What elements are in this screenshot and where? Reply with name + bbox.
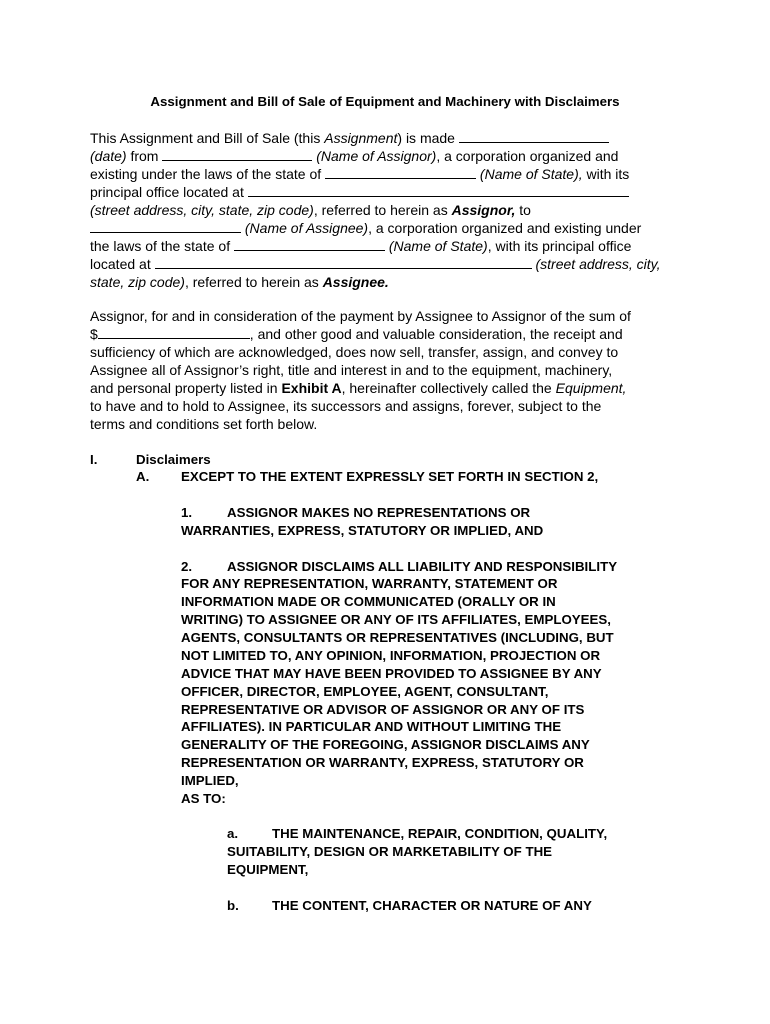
equipment-defined-term: Equipment, [555,380,627,396]
intro-term-assignment: Assignment [324,130,398,146]
assignor-state-blank[interactable] [325,165,476,179]
subitem-letter: b. [227,898,239,913]
intro-line [90,129,682,147]
intro-line [90,165,682,183]
item-number: 1. [181,505,193,520]
assignor-address-hint: (street address, city, state, zip code) [90,202,314,218]
item-line: IMPLIED, [181,773,239,788]
intro-line [90,183,682,201]
consideration-line [90,379,682,397]
assignee-state-blank[interactable] [234,237,385,251]
consideration-line: sufficiency of which are acknowledged, does now sell, transfer, assign, and convey to [90,344,619,360]
consideration-line: Assignor, for and in consideration of the payment by Assignee to Assignor of the sum of [90,308,631,324]
intro-paragraph [90,129,682,291]
section-heading: Disclaimers [136,452,211,467]
assignee-address-blank[interactable] [155,255,532,269]
intro-text: , with its principal office [487,238,632,254]
subitem-line: THE MAINTENANCE, REPAIR, CONDITION, QUALITY, [272,826,608,841]
consideration-line: terms and conditions set forth below. [90,416,318,432]
item-line: WRITING) TO ASSIGNEE OR ANY OF ITS AFFILIATES, EMPLOYEES, [181,612,611,627]
intro-text: , a corporation organized and [436,148,619,164]
intro-text: ) is made [397,130,459,146]
date-hint: (date) [90,148,127,164]
intro-line [90,273,682,291]
item-line: WARRANTIES, EXPRESS, STATUTORY OR IMPLIED, AND [181,523,544,538]
subitem-line: THE CONTENT, CHARACTER OR NATURE OF ANY [272,898,592,913]
item-line: INFORMATION MADE OR COMMUNICATED (ORALLY OR IN [181,594,556,609]
item-line: FOR ANY REPRESENTATION, WARRANTY, STATEMENT OR [181,576,558,591]
subitem-line: SUITABILITY, DESIGN OR MARKETABILITY OF THE [227,844,553,859]
assignee-address-hint: state, zip code) [90,274,185,290]
item-line: REPRESENTATION OR WARRANTY, EXPRESS, STATUTORY OR [181,755,584,770]
item-line: GENERALITY OF THE FOREGOING, ASSIGNOR DISCLAIMS ANY [181,737,590,752]
subsection-text: EXCEPT TO THE EXTENT EXPRESSLY SET FORTH IN SECTION 2, [181,469,599,484]
intro-text: located at [90,256,155,272]
assignor-address-blank[interactable] [248,183,629,197]
assignee-address-hint: (street address, city, [531,256,661,272]
intro-text: This Assignment and Bill of Sale (this [90,130,325,146]
assignor-name-blank[interactable] [162,147,312,161]
dollar-sign: $ [90,326,98,342]
intro-text: to [515,202,531,218]
item-line: AS TO: [181,791,226,806]
assignor-state-hint: (Name of State), [476,166,583,182]
consideration-line [90,325,682,343]
intro-text: with its [582,166,630,182]
item-line: NOT LIMITED TO, ANY OPINION, INFORMATION, PROJECTION OR [181,648,601,663]
assignee-name-blank[interactable] [90,219,241,233]
assignee-name-hint: (Name of Assignee) [241,220,369,236]
consideration-paragraph [90,307,682,433]
item-line: ADVICE THAT MAY HAVE BEEN PROVIDED TO ASSIGNEE BY ANY [181,666,602,681]
intro-line [90,255,682,273]
item-line: OFFICER, DIRECTOR, EMPLOYEE, AGENT, CONSULTANT, [181,684,549,699]
assignee-state-hint: (Name of State) [384,238,488,254]
item-line: AGENTS, CONSULTANTS OR REPRESENTATIVES (INCLUDING, BUT [181,630,614,645]
exhibit-reference: Exhibit A [281,380,342,396]
item-line: ASSIGNOR DISCLAIMS ALL LIABILITY AND RESPONSIBILITY [227,559,618,574]
consideration-line: Assignee all of Assignor’s right, title and interest in and to the equipment, machinery, [90,362,613,378]
assignor-defined-term: Assignor, [451,202,516,218]
item-number: 2. [181,559,193,574]
consideration-text: , hereinafter collectively called the [341,380,556,396]
intro-text: , referred to herein as [184,274,323,290]
intro-text: the laws of the state of [90,238,234,254]
subitem-line: EQUIPMENT, [227,862,309,877]
intro-text: existing under the laws of the state of [90,166,326,182]
intro-text: from [126,148,163,164]
consideration-text: , and other good and valuable consideration, the receipt and [249,326,623,342]
intro-line [90,237,682,255]
section-number: I. [90,452,98,467]
date-blank[interactable] [459,129,609,143]
document-title: Assignment and Bill of Sale of Equipment and Machinery with Disclaimers [150,94,620,109]
consideration-line: to have and to hold to Assignee, its successors and assigns, forever, subject to the [90,398,602,414]
assignor-name-hint: (Name of Assignor) [312,148,437,164]
subitem-letter: a. [227,826,239,841]
intro-text: principal office located at [90,184,248,200]
item-line: ASSIGNOR MAKES NO REPRESENTATIONS OR [227,505,531,520]
intro-text: , referred to herein as [313,202,452,218]
item-line: AFFILIATES). IN PARTICULAR AND WITHOUT LIMITING THE [181,719,562,734]
intro-line [90,201,682,219]
subsection-letter: A. [136,469,150,484]
item-line: REPRESENTATIVE OR ADVISOR OF ASSIGNOR OR ANY OF ITS [181,702,585,717]
intro-line [90,147,682,165]
payment-amount-blank[interactable] [98,325,250,339]
assignee-defined-term: Assignee. [322,274,389,290]
intro-line [90,219,682,237]
consideration-text: and personal property listed in [90,380,282,396]
intro-text: , a corporation organized and existing under [368,220,642,236]
